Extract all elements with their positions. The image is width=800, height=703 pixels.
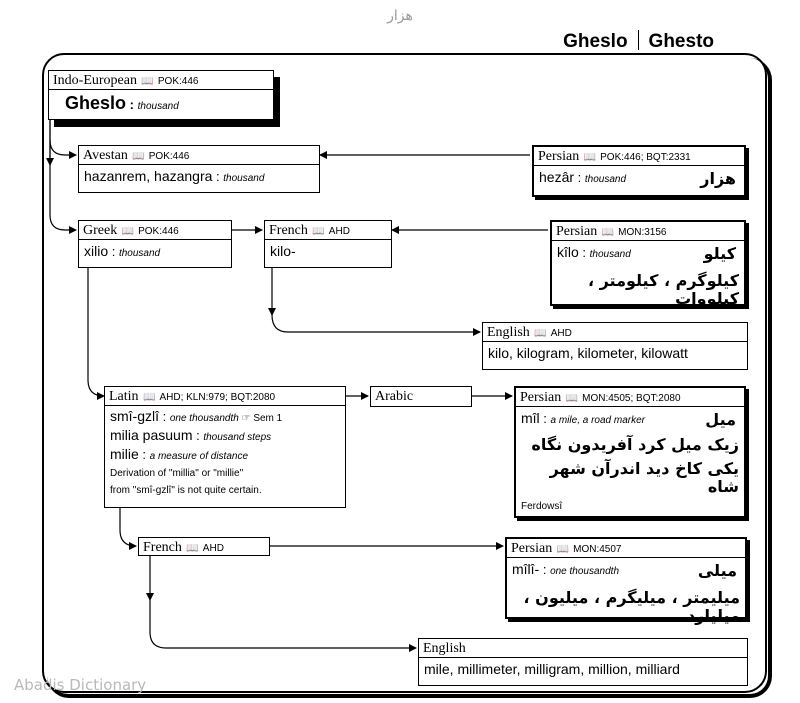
reference: POK:446 xyxy=(157,76,199,87)
book-icon: 📖 xyxy=(186,543,199,554)
persian-script: میل xyxy=(705,410,736,429)
connector-greek-latin xyxy=(88,268,104,396)
node-avestan: Avestan 📖 POK:446 hazanrem, hazangra : thousand xyxy=(78,145,320,193)
gloss: thousand steps xyxy=(203,432,272,443)
gloss: one thousandth xyxy=(169,413,239,424)
language-label: French xyxy=(269,223,308,238)
poem-line-2: یکی کاخ دید اندرآن شهر شاه xyxy=(549,459,739,496)
node-header xyxy=(516,388,744,407)
term: kilo- xyxy=(270,243,296,259)
reference: AHD xyxy=(328,226,350,237)
reference: AHD xyxy=(202,543,224,554)
language-label: French xyxy=(143,540,182,555)
connector-root-greek xyxy=(50,140,76,230)
persian-script: میلی xyxy=(697,561,737,580)
note: Derivation of "millia" or "millie" xyxy=(110,468,244,479)
persian-compounds: میلیمتر ، میلیگرم ، میلیون ، میلیارد xyxy=(523,588,740,625)
node-greek: Greek 📖 POK:446 xilio : thousand xyxy=(78,220,232,268)
term: hazanrem, hazangra xyxy=(84,168,213,184)
node-persian-kilo: Persian 📖 MON:3156 kîlo : thousand کیلو کیلوگرم ، کیلومتر ، کیلووات xyxy=(550,220,746,306)
headword: هزار xyxy=(387,8,413,24)
connector-french2-english2 xyxy=(150,600,416,648)
term: milie xyxy=(110,446,139,462)
reference: AHD xyxy=(550,328,572,339)
reference: AHD; KLN:979; BQT:2080 xyxy=(159,392,276,403)
gloss: one thousandth xyxy=(550,566,620,577)
language-label: Persian xyxy=(556,224,598,239)
term: milia pasuum xyxy=(110,427,193,443)
gloss: a mile, a road marker xyxy=(550,415,645,426)
language-label: Indo-European xyxy=(53,73,137,88)
connector-latin-french2 xyxy=(120,508,136,546)
reference: MON:4505; BQT:2080 xyxy=(582,393,681,404)
book-icon: 📖 xyxy=(556,544,570,555)
book-icon: 📖 xyxy=(583,152,597,163)
book-icon: 📖 xyxy=(565,393,579,404)
language-label: Arabic xyxy=(375,389,414,404)
language-label: Persian xyxy=(520,390,562,405)
book-icon: 📖 xyxy=(121,226,135,237)
node-header xyxy=(419,639,747,658)
node-header xyxy=(507,539,745,558)
node-header xyxy=(139,538,269,555)
node-header xyxy=(534,147,744,166)
reference: MON:4507 xyxy=(573,544,622,555)
book-icon: 📖 xyxy=(143,392,156,403)
persian-script: کیلو xyxy=(703,244,736,263)
node-header xyxy=(105,387,345,406)
book-icon: 📖 xyxy=(312,226,325,237)
language-label: Latin xyxy=(109,389,139,404)
node-header xyxy=(371,387,471,405)
node-header xyxy=(483,323,747,342)
book-icon: 📖 xyxy=(132,151,145,162)
gloss: thousand xyxy=(118,248,161,259)
language-label: English xyxy=(423,641,466,656)
node-arabic xyxy=(370,386,472,407)
language-label: Persian xyxy=(511,541,553,556)
root-gloss: thousand xyxy=(137,101,179,112)
language-label: Persian xyxy=(538,149,580,164)
language-label: English xyxy=(487,325,530,340)
term: mîl xyxy=(521,410,540,426)
note: Sem 1 xyxy=(253,413,283,424)
node-french-kilo xyxy=(264,220,392,268)
node-header xyxy=(265,221,391,240)
reference: POK:446 xyxy=(138,226,179,237)
watermark: Abadis Dictionary xyxy=(14,676,147,694)
book-icon: 📖 xyxy=(141,76,154,87)
reference: POK:446; BQT:2331 xyxy=(600,152,691,163)
node-english-mili xyxy=(418,638,748,686)
node-persian-mili: Persian 📖 MON:4507 mîlî- : one thousandth میلی میلیمتر ، میلیگرم ، میلیون ، میلیارد xyxy=(505,537,747,619)
gloss: thousand xyxy=(589,249,631,260)
node-header xyxy=(79,146,319,165)
gloss: a measure of distance xyxy=(149,451,249,462)
node-english-kilo xyxy=(482,322,748,370)
node-french-mili xyxy=(138,537,270,556)
reference: MON:3156 xyxy=(618,227,667,238)
connector-french1-english1-turn xyxy=(272,315,480,332)
book-icon: 📖 xyxy=(601,227,615,238)
node-header xyxy=(49,71,273,90)
term: kilo, kilogram, kilometer, kilowatt xyxy=(488,345,688,361)
poet-name: Ferdowsî xyxy=(521,501,563,512)
title-left: Gheslo xyxy=(563,31,628,52)
persian-script: هزار xyxy=(700,169,736,188)
poem-line-1: زیک میل کرد آفریدون نگاه xyxy=(531,435,739,454)
language-label: Greek xyxy=(83,223,118,238)
node-persian-mil: Persian 📖 MON:4505; BQT:2080 mîl : a mile, a road marker میل زیک میل کرد آفریدون نگاه یکی کاخ دید اندرآن شهر شاه Ferdowsî xyxy=(514,386,746,518)
gloss: thousand xyxy=(584,174,627,185)
node-header xyxy=(79,221,231,240)
reference: POK:446 xyxy=(148,151,190,162)
gloss: thousand xyxy=(223,173,265,184)
pointing-hand-icon: ☞ xyxy=(238,413,254,424)
note: from "smî-gzlî" is not quite certain. xyxy=(110,485,262,496)
term: mile, millimeter, milligram, million, milliard xyxy=(424,661,680,677)
book-icon: 📖 xyxy=(534,328,547,339)
term: hezâr xyxy=(539,169,575,185)
title-right: Ghesto xyxy=(648,31,714,52)
term: mîlî- xyxy=(512,561,540,577)
node-persian-hezar: Persian 📖 POK:446; BQT:2331 hezâr : thousand هزار xyxy=(532,145,746,197)
term: smî-gzlî xyxy=(110,408,159,424)
node-latin: Latin 📖 AHD; KLN:979; BQT:2080 smî-gzlî : one thousandth ☞ Sem 1 milia pasuum : thousand steps milie : a measure of distance Derivation of "millia" or "millie" from "smî-gzlî" is not quite certain. xyxy=(104,386,346,508)
persian-compounds: کیلوگرم ، کیلومتر ، کیلووات xyxy=(587,271,739,308)
term: kîlo xyxy=(557,244,579,260)
language-label: Avestan xyxy=(83,148,128,163)
node-indo-european: Indo-European 📖 POK:446 Gheslo : thousand xyxy=(48,70,274,120)
term: xilio xyxy=(84,243,109,259)
root-term: Gheslo xyxy=(65,93,127,113)
node-header xyxy=(552,222,744,241)
